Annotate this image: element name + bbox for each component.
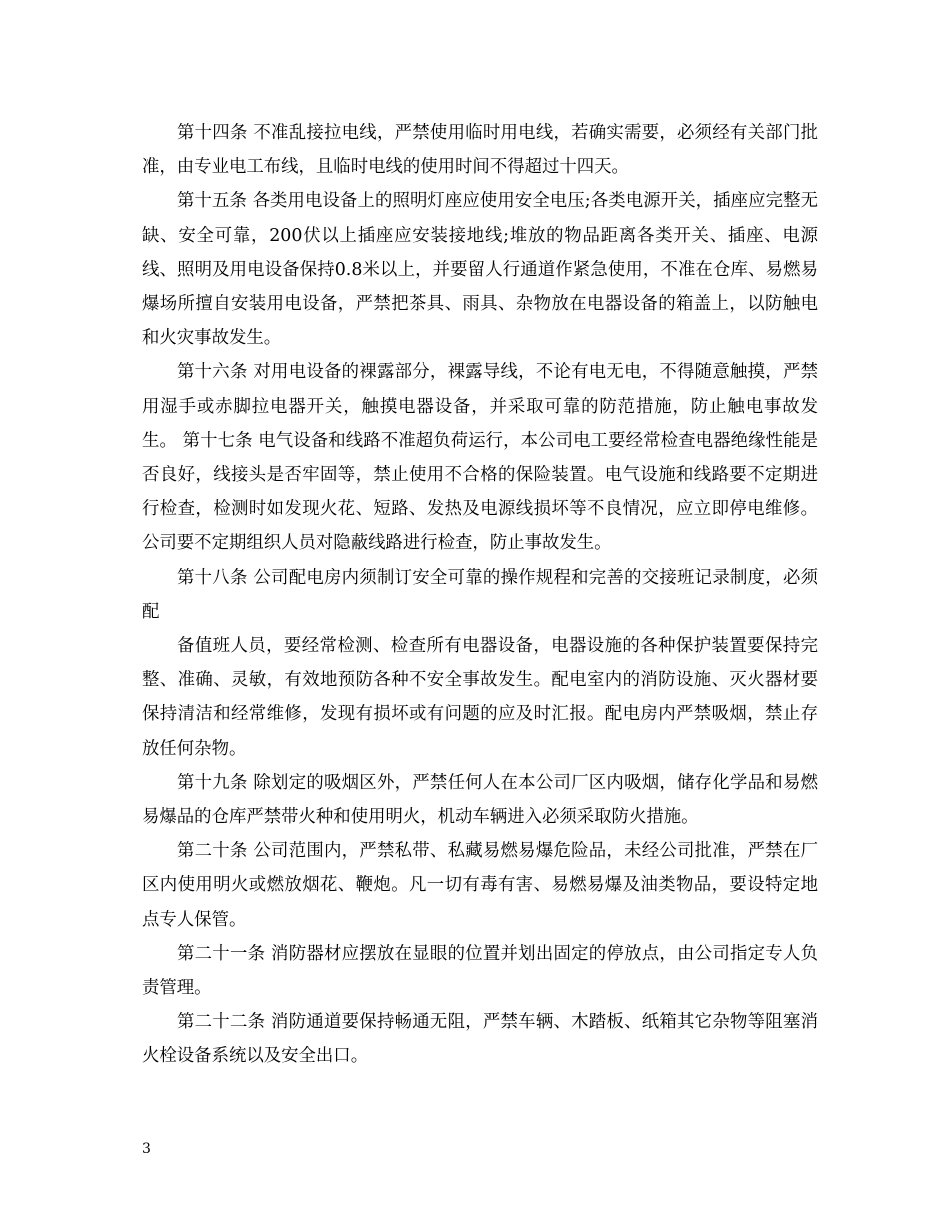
paragraph-article-18: 第十八条 公司配电房内须制订安全可靠的操作规程和完善的交接班记录制度，必须配 <box>142 567 818 622</box>
paragraph-article-20: 第二十条 公司范围内，严禁私带、私藏易燃易爆危险品，未经公司批准，严禁在厂区内使用明火或燃放烟花、鞭炮。凡一切有毒有害、易燃易爆及油类物品，要设特定地点专人保管。 <box>142 841 818 930</box>
page-number: 3 <box>142 1141 151 1157</box>
paragraph-article-19: 第十九条 除划定的吸烟区外，严禁任何人在本公司厂区内吸烟，储存化学品和易燃易爆品的仓库严禁带火种和使用明火，机动车辆进入必须采取防火措施。 <box>142 772 818 828</box>
paragraph-article-21: 第二十一条 消防器材应摆放在显眼的位置并划出固定的停放点，由公司指定专人负责管理。 <box>142 943 818 999</box>
paragraph-article-15: 第十五条 各类用电设备上的照明灯座应使用安全电压;各类电源开关，插座应完整无缺、安全可靠，200伏以上插座应安装接地线;堆放的物品距离各类开关、插座、电源线、照明及用电设备保持0.8米以上，并要留人行通道作紧急使用，不准在仓库、易燃易爆场所擅自安装用电设备，严禁把茶具、雨具、杂物放在电器设备的箱盖上，以防触电和火灾事故发生。 <box>142 191 818 349</box>
paragraph-article-16-17: 第十六条 对用电设备的裸露部分，裸露导线，不论有电无电，不得随意触摸，严禁用湿手或赤脚拉电器开关，触摸电器设备，并采取可靠的防范措施，防止触电事故发生。 第十七条 电气设备和线路不准超负荷运行，本公司电工要经常检查电器绝缘性能是否良好，线接头是否牢固等，禁止使用不合格的保险装置。电气设施和线路要不定期进行检查，检测时如发现火花、短路、发热及电源线损坏等不良情况，应立即停电维修。公司要不定期组织人员对隐蔽线路进行检查，防止事故发生。 <box>142 362 818 554</box>
paragraph-article-14: 第十四条 不准乱接拉电线，严禁使用临时用电线，若确实需要，必须经有关部门批准，由专业电工布线，且临时电线的使用时间不得超过十四天。 <box>142 123 818 178</box>
paragraph-article-22: 第二十二条 消防通道要保持畅通无阻，严禁车辆、木踏板、纸箱其它杂物等阻塞消火栓设备系统以及安全出口。 <box>142 1012 818 1067</box>
paragraph-article-18-continued: 备值班人员，要经常检测、检查所有电器设备，电器设施的各种保护装置要保持完整、准确、灵敏，有效地预防各种不安全事故发生。配电室内的消防设施、灭火器材要保持清洁和经常维修，发现有损坏或有问题的应及时汇报。配电房内严禁吸烟，禁止存放任何杂物。 <box>142 636 818 759</box>
document-body <box>142 116 818 1074</box>
